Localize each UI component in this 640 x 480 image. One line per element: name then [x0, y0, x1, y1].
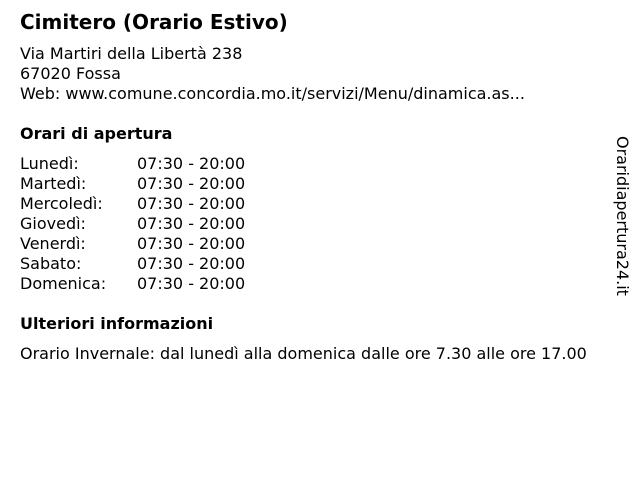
- day-label: Domenica:: [20, 274, 107, 293]
- day-label: Mercoledì:: [20, 194, 103, 213]
- brand-watermark: [612, 136, 634, 308]
- time-range: 07:30 - 20:00: [137, 154, 246, 173]
- day-label: Lunedì:: [20, 154, 79, 173]
- time-range: 07:30 - 20:00: [137, 274, 246, 293]
- street-address: Via Martiri della Libertà 238: [20, 44, 243, 63]
- hours-row-tuesday: [20, 174, 245, 194]
- day-label: Giovedì:: [20, 214, 86, 233]
- address-block: [20, 44, 525, 104]
- hours-row-wednesday: [20, 194, 245, 214]
- day-label: Sabato:: [20, 254, 82, 273]
- additional-info-heading: Ulteriori informazioni: [20, 314, 214, 333]
- time-range: 07:30 - 20:00: [137, 174, 246, 193]
- opening-hours-heading: Orari di apertura: [20, 124, 173, 143]
- hours-row-thursday: [20, 214, 245, 234]
- day-label: Martedì:: [20, 174, 87, 193]
- hours-row-monday: [20, 154, 245, 174]
- city-postcode: 67020 Fossa: [20, 64, 121, 83]
- time-range: 07:30 - 20:00: [137, 194, 246, 213]
- opening-hours-table: [20, 154, 245, 294]
- time-range: 07:30 - 20:00: [137, 234, 246, 253]
- time-range: 07:30 - 20:00: [137, 254, 246, 273]
- hours-row-friday: [20, 234, 245, 254]
- hours-row-saturday: [20, 254, 245, 274]
- time-range: 07:30 - 20:00: [137, 214, 246, 233]
- brand-label: Oraridiapertura24.it: [613, 136, 632, 296]
- page-title: Cimitero (Orario Estivo): [20, 10, 288, 34]
- hours-row-sunday: [20, 274, 245, 294]
- website-link[interactable]: Web: www.comune.concordia.mo.it/servizi/Menu/dinamica.as...: [20, 84, 525, 103]
- day-label: Venerdì:: [20, 234, 86, 253]
- additional-info-text: Orario Invernale: dal lunedì alla domenica dalle ore 7.30 alle ore 17.00: [20, 344, 587, 363]
